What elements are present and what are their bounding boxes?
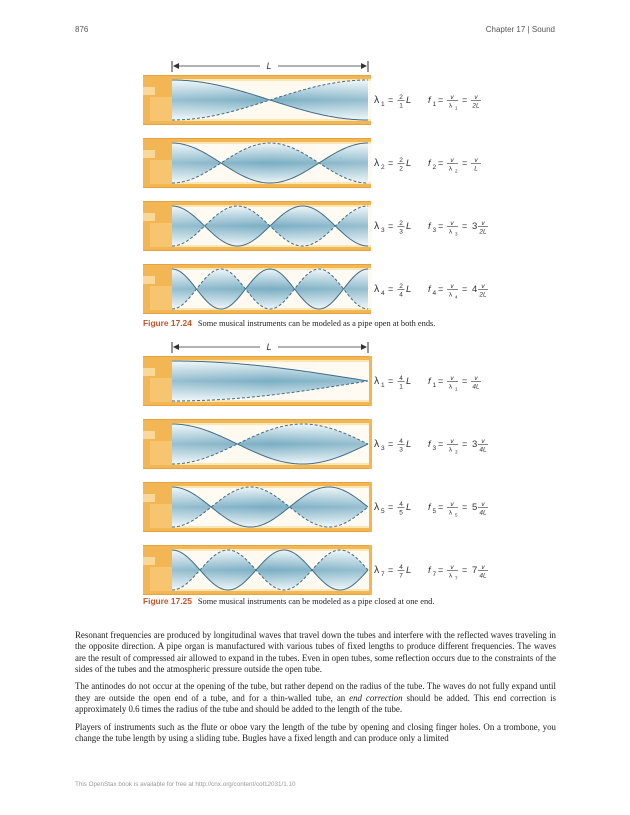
svg-text:λ: λ	[448, 102, 453, 110]
page-footer: This OpenStax book is available for free at http://cnx.org/content/col12031/1.10	[75, 781, 296, 788]
svg-text:4: 4	[432, 290, 437, 297]
svg-text:4: 4	[399, 438, 403, 445]
paragraph: Resonant frequencies are produced by longitudinal waves that travel down the tubes and interfere with the reflected waves traveling in the opposite direction. A pipe organ is manufactured with various tubes of fixed lengths to produce different frequencies. The waves are the result of compressed air allowed to expand in the tubes. Even in open tubes, some reflection occurs due to the constraints of the sides of the tubes and the atmospheric pressure outside the open tube.	[75, 630, 556, 674]
svg-text:1: 1	[432, 382, 437, 389]
caption-text: Some musical instruments can be modeled as a pipe closed at one end.	[197, 597, 435, 606]
svg-text:v: v	[450, 501, 454, 508]
svg-text:=: =	[462, 565, 468, 575]
svg-text:1: 1	[432, 101, 437, 108]
svg-text:v: v	[450, 438, 454, 445]
svg-text:=: =	[388, 158, 394, 168]
svg-text:λ: λ	[448, 383, 453, 391]
svg-text:λ: λ	[374, 220, 380, 232]
svg-text:L: L	[406, 376, 412, 387]
svg-text:v: v	[481, 501, 485, 508]
svg-text:=: =	[388, 565, 394, 575]
wavelength-formula	[374, 564, 411, 580]
frequency-formula	[428, 94, 481, 111]
svg-text:f: f	[428, 502, 431, 513]
chapter-header: Chapter 17 | Sound	[485, 25, 555, 34]
svg-text:=: =	[462, 284, 468, 294]
svg-text:=: =	[388, 439, 394, 449]
harmonic-row-3	[143, 419, 488, 469]
harmonic-row-3	[143, 201, 488, 251]
body-text	[75, 630, 556, 751]
svg-text:2: 2	[399, 157, 403, 164]
svg-text:=: =	[438, 502, 444, 512]
svg-text:3: 3	[472, 221, 478, 232]
harmonic-row-4	[143, 264, 488, 314]
dimension-label: L	[266, 342, 272, 352]
svg-text:=: =	[388, 502, 394, 512]
frequency-formula	[428, 375, 481, 392]
svg-text:λ: λ	[448, 165, 453, 173]
wavelength-formula	[374, 94, 411, 110]
svg-text:f: f	[428, 284, 431, 295]
svg-text:1: 1	[399, 102, 403, 110]
svg-text:λ: λ	[448, 446, 453, 454]
svg-text:v: v	[450, 94, 454, 101]
svg-text:4L: 4L	[479, 572, 487, 580]
svg-text:3: 3	[381, 227, 385, 234]
svg-text:=: =	[462, 439, 468, 449]
svg-text:L: L	[406, 95, 412, 106]
svg-text:2: 2	[432, 164, 437, 171]
svg-text:=: =	[388, 95, 394, 105]
svg-text:v: v	[481, 220, 485, 227]
figure-number: Figure 17.25	[143, 596, 192, 606]
svg-text:λ: λ	[374, 283, 380, 295]
svg-text:3: 3	[399, 446, 403, 454]
svg-text:λ: λ	[448, 291, 453, 299]
harmonic-row-5	[143, 482, 488, 532]
svg-text:2L: 2L	[479, 228, 487, 236]
dimension-arrow	[172, 342, 368, 353]
figure-caption-closed	[143, 596, 434, 606]
frequency-formula	[428, 157, 481, 174]
svg-text:v: v	[450, 220, 454, 227]
svg-text:3: 3	[455, 449, 458, 455]
svg-text:7: 7	[472, 565, 478, 576]
harmonic-row-1	[143, 75, 481, 125]
svg-text:L: L	[406, 221, 412, 232]
svg-text:4: 4	[399, 375, 403, 382]
svg-text:λ: λ	[374, 94, 380, 106]
svg-text:5: 5	[399, 509, 403, 517]
svg-text:4: 4	[399, 291, 403, 299]
frequency-formula	[428, 501, 488, 518]
frequency-formula	[428, 564, 488, 581]
svg-text:v: v	[474, 157, 478, 164]
svg-text:=: =	[462, 95, 468, 105]
paragraph: Players of instruments such as the flute or oboe vary the length of the tube by opening and closing finger holes. On a trombone, you change the tube length by using a sliding tube. Bugles have a fixed length and can produce only a limited	[75, 721, 556, 743]
svg-text:f: f	[428, 565, 431, 576]
wavelength-formula	[374, 438, 411, 454]
emphasis-term: end correction	[349, 692, 403, 703]
svg-text:3: 3	[472, 439, 478, 450]
dimension-arrow	[172, 61, 368, 72]
svg-text:4: 4	[381, 290, 385, 297]
svg-text:4: 4	[455, 294, 458, 300]
svg-text:2: 2	[399, 283, 403, 290]
svg-text:1: 1	[399, 383, 403, 391]
svg-text:f: f	[428, 221, 431, 232]
svg-text:λ: λ	[448, 509, 453, 517]
svg-text:7: 7	[455, 575, 458, 581]
svg-text:=: =	[462, 158, 468, 168]
svg-text:5: 5	[472, 502, 478, 513]
svg-text:f: f	[428, 158, 431, 169]
svg-text:=: =	[462, 502, 468, 512]
svg-text:1: 1	[381, 101, 385, 108]
frequency-formula	[428, 283, 488, 300]
svg-text:v: v	[450, 564, 454, 571]
svg-text:2: 2	[399, 94, 403, 101]
paragraph: The antinodes do not occur at the opening of the tube, but rather depend on the radius of the tube. The waves do not fully expand until they are outside the open end of a tube, and for a thin-walled tube, an end correction should be added. This end correction is approximately 0.6 times the radius of the tube and should be added to the length of the tube.	[75, 681, 556, 715]
harmonic-row-1	[143, 356, 481, 406]
svg-text:=: =	[438, 95, 444, 105]
svg-text:3: 3	[455, 231, 458, 237]
svg-text:v: v	[481, 438, 485, 445]
svg-text:v: v	[474, 375, 478, 382]
svg-text:λ: λ	[374, 564, 380, 576]
svg-text:3: 3	[432, 445, 437, 452]
svg-text:4L: 4L	[479, 446, 487, 454]
svg-text:=: =	[438, 565, 444, 575]
svg-text:5: 5	[455, 512, 458, 518]
svg-text:L: L	[406, 565, 412, 576]
dimension-label: L	[266, 61, 272, 71]
svg-text:=: =	[388, 376, 394, 386]
svg-text:4L: 4L	[472, 383, 480, 391]
svg-text:2: 2	[381, 164, 385, 171]
harmonic-row-2	[143, 138, 481, 188]
svg-text:=: =	[438, 284, 444, 294]
svg-text:λ: λ	[374, 375, 380, 387]
svg-text:v: v	[481, 283, 485, 290]
svg-text:5: 5	[432, 508, 437, 515]
svg-text:f: f	[428, 376, 431, 387]
svg-text:7: 7	[381, 571, 385, 578]
svg-text:2: 2	[399, 165, 403, 173]
svg-text:v: v	[481, 564, 485, 571]
figure-open-pipe	[0, 52, 630, 330]
svg-text:=: =	[462, 376, 468, 386]
svg-text:2L: 2L	[479, 291, 487, 299]
svg-text:1: 1	[381, 382, 385, 389]
frequency-formula	[428, 438, 488, 455]
svg-text:1: 1	[455, 386, 458, 392]
svg-text:7: 7	[399, 572, 403, 580]
svg-text:f: f	[428, 439, 431, 450]
svg-text:=: =	[438, 158, 444, 168]
svg-text:=: =	[438, 439, 444, 449]
frequency-formula	[428, 220, 488, 237]
svg-text:λ: λ	[374, 438, 380, 450]
svg-text:7: 7	[432, 571, 437, 578]
svg-text:=: =	[388, 284, 394, 294]
svg-text:L: L	[406, 439, 412, 450]
svg-text:4: 4	[399, 501, 403, 508]
svg-text:v: v	[450, 375, 454, 382]
svg-text:3: 3	[381, 445, 385, 452]
svg-text:λ: λ	[374, 157, 380, 169]
figure-closed-pipe	[0, 333, 630, 611]
svg-text:4: 4	[472, 284, 478, 295]
svg-text:3: 3	[399, 228, 403, 236]
svg-text:v: v	[450, 283, 454, 290]
wavelength-formula	[374, 501, 411, 517]
svg-text:2L: 2L	[472, 102, 480, 110]
svg-text:2: 2	[399, 220, 403, 227]
wavelength-formula	[374, 220, 411, 236]
svg-text:L: L	[474, 165, 478, 173]
svg-text:1: 1	[455, 105, 458, 111]
svg-text:=: =	[462, 221, 468, 231]
figure-number: Figure 17.24	[143, 318, 192, 328]
svg-text:v: v	[450, 157, 454, 164]
wavelength-formula	[374, 375, 411, 391]
svg-text:5: 5	[381, 508, 385, 515]
svg-text:f: f	[428, 95, 431, 106]
page-number: 876	[75, 25, 89, 34]
svg-text:λ: λ	[374, 501, 380, 513]
wavelength-formula	[374, 283, 411, 299]
svg-text:2: 2	[455, 168, 458, 174]
wavelength-formula	[374, 157, 411, 173]
svg-text:=: =	[388, 221, 394, 231]
svg-text:L: L	[406, 158, 412, 169]
harmonic-row-7	[143, 545, 488, 595]
caption-text: Some musical instruments can be modeled as a pipe open at both ends.	[197, 319, 436, 328]
svg-text:3: 3	[432, 227, 437, 234]
svg-text:L: L	[406, 284, 412, 295]
svg-text:4L: 4L	[479, 509, 487, 517]
svg-text:λ: λ	[448, 228, 453, 236]
svg-text:λ: λ	[448, 572, 453, 580]
figure-caption-open	[143, 318, 435, 328]
svg-text:v: v	[474, 94, 478, 101]
svg-text:4: 4	[399, 564, 403, 571]
svg-text:=: =	[438, 376, 444, 386]
svg-text:=: =	[438, 221, 444, 231]
svg-text:L: L	[406, 502, 412, 513]
